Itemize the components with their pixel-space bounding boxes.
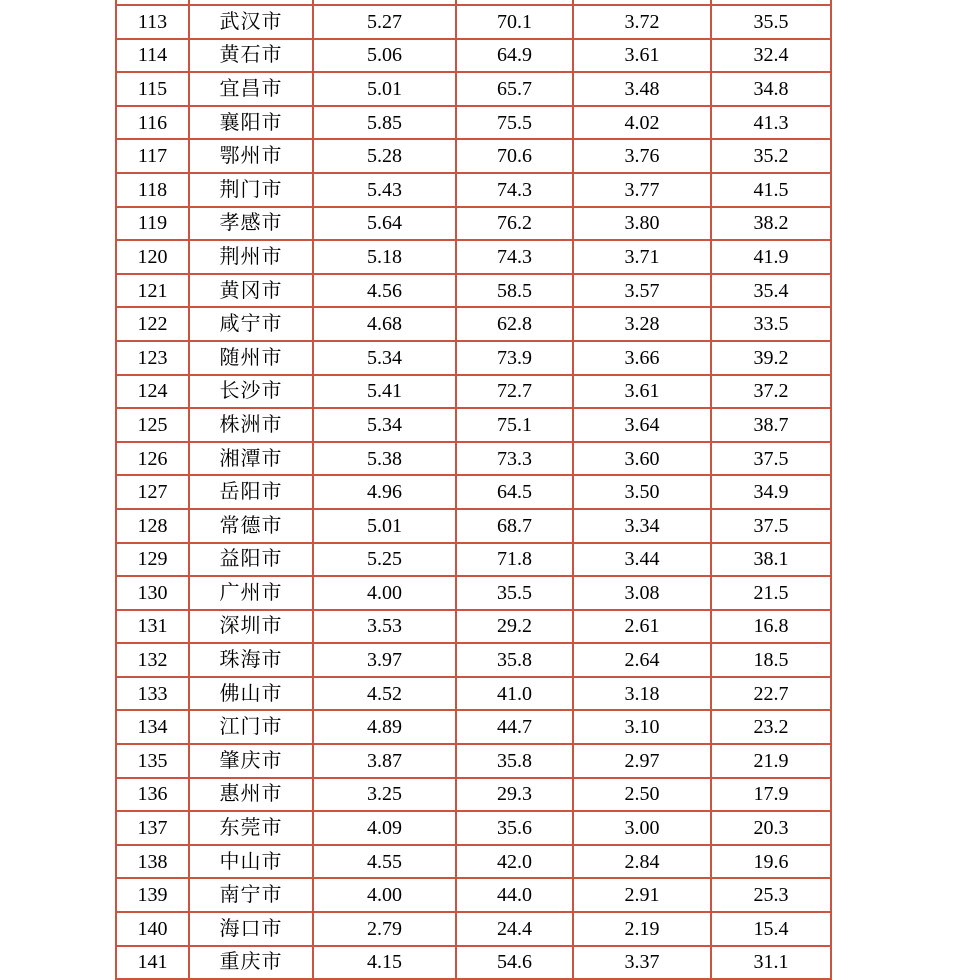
value-cell-1: 5.64: [313, 207, 456, 241]
value-cell-3: 3.44: [573, 543, 711, 577]
table-row: [116, 139, 831, 173]
value-cell-3: 3.71: [573, 240, 711, 274]
value-cell-4: 38.2: [711, 207, 831, 241]
value-cell-3: 3.28: [573, 307, 711, 341]
value-cell-1: 4.09: [313, 811, 456, 845]
table-row: [116, 677, 831, 711]
row-number-cell: 117: [116, 139, 189, 173]
table-body: [116, 0, 831, 979]
table-row: [116, 610, 831, 644]
value-cell-3: 3.34: [573, 509, 711, 543]
table-row: [116, 341, 831, 375]
value-cell-2: 35.8: [456, 643, 573, 677]
table-row: [116, 307, 831, 341]
value-cell-2: 75.5: [456, 106, 573, 140]
value-cell-1: 5.06: [313, 39, 456, 73]
row-number-cell: 129: [116, 543, 189, 577]
value-cell-2: 75.1: [456, 408, 573, 442]
value-cell-4: 37.5: [711, 442, 831, 476]
table-row: [116, 509, 831, 543]
row-number-cell: 126: [116, 442, 189, 476]
table-row: [116, 946, 831, 980]
value-cell-1: 2.79: [313, 912, 456, 946]
value-cell-4: 35.2: [711, 139, 831, 173]
value-cell-2: 70.1: [456, 5, 573, 39]
value-cell-1: 5.18: [313, 240, 456, 274]
value-cell-4: 20.3: [711, 811, 831, 845]
city-name-cell: 佛山市: [189, 677, 313, 711]
city-name-cell: 株洲市: [189, 408, 313, 442]
row-number-cell: 114: [116, 39, 189, 73]
value-cell-4: 25.3: [711, 878, 831, 912]
row-number-cell: 125: [116, 408, 189, 442]
city-name-cell: 益阳市: [189, 543, 313, 577]
value-cell-3: 3.76: [573, 139, 711, 173]
city-name-cell: 江门市: [189, 710, 313, 744]
value-cell-1: 5.34: [313, 341, 456, 375]
table-row: [116, 375, 831, 409]
value-cell-4: 38.1: [711, 543, 831, 577]
row-number-cell: 139: [116, 878, 189, 912]
row-number-cell: 113: [116, 5, 189, 39]
row-number-cell: 116: [116, 106, 189, 140]
value-cell-1: 4.68: [313, 307, 456, 341]
city-name-cell: 随州市: [189, 341, 313, 375]
value-cell-1: 4.55: [313, 845, 456, 879]
table-row: [116, 173, 831, 207]
value-cell-1: 5.34: [313, 408, 456, 442]
value-cell-1: 4.89: [313, 710, 456, 744]
city-name-cell: 深圳市: [189, 610, 313, 644]
value-cell-2: 74.3: [456, 240, 573, 274]
value-cell-3: 2.19: [573, 912, 711, 946]
row-number-cell: 122: [116, 307, 189, 341]
table-row: [116, 543, 831, 577]
city-name-cell: 中山市: [189, 845, 313, 879]
value-cell-1: 3.25: [313, 778, 456, 812]
value-cell-2: 71.8: [456, 543, 573, 577]
value-cell-1: 5.43: [313, 173, 456, 207]
row-number-cell: 130: [116, 576, 189, 610]
city-name-cell: 荆州市: [189, 240, 313, 274]
value-cell-2: 29.3: [456, 778, 573, 812]
row-number-cell: 121: [116, 274, 189, 308]
table-row: [116, 845, 831, 879]
value-cell-3: 3.60: [573, 442, 711, 476]
city-name-cell: 长沙市: [189, 375, 313, 409]
city-name-cell: 重庆市: [189, 946, 313, 980]
table-row: [116, 408, 831, 442]
table-row: [116, 39, 831, 73]
value-cell-1: 5.85: [313, 106, 456, 140]
city-name-cell: 海口市: [189, 912, 313, 946]
value-cell-2: 42.0: [456, 845, 573, 879]
city-name-cell: 咸宁市: [189, 307, 313, 341]
table-row: [116, 207, 831, 241]
value-cell-1: 4.15: [313, 946, 456, 980]
value-cell-3: 2.64: [573, 643, 711, 677]
value-cell-4: 33.5: [711, 307, 831, 341]
table-row: [116, 778, 831, 812]
value-cell-4: 34.9: [711, 475, 831, 509]
table-row: [116, 912, 831, 946]
table-row: [116, 240, 831, 274]
table-row: [116, 442, 831, 476]
value-cell-1: 3.87: [313, 744, 456, 778]
value-cell-4: 41.9: [711, 240, 831, 274]
table-row: [116, 72, 831, 106]
row-number-cell: 123: [116, 341, 189, 375]
table-row: [116, 710, 831, 744]
value-cell-2: 54.6: [456, 946, 573, 980]
value-cell-2: 74.3: [456, 173, 573, 207]
value-cell-3: 2.91: [573, 878, 711, 912]
city-name-cell: 肇庆市: [189, 744, 313, 778]
row-number-cell: 115: [116, 72, 189, 106]
value-cell-3: 4.02: [573, 106, 711, 140]
value-cell-3: 3.80: [573, 207, 711, 241]
value-cell-4: 41.3: [711, 106, 831, 140]
city-name-cell: 鄂州市: [189, 139, 313, 173]
value-cell-3: 3.57: [573, 274, 711, 308]
table-row: [116, 274, 831, 308]
row-number-cell: 134: [116, 710, 189, 744]
row-number-cell: 132: [116, 643, 189, 677]
row-number-cell: 127: [116, 475, 189, 509]
value-cell-2: 29.2: [456, 610, 573, 644]
value-cell-2: 35.6: [456, 811, 573, 845]
value-cell-2: 64.9: [456, 39, 573, 73]
value-cell-2: 68.7: [456, 509, 573, 543]
value-cell-3: 3.37: [573, 946, 711, 980]
value-cell-4: 38.7: [711, 408, 831, 442]
value-cell-3: 3.64: [573, 408, 711, 442]
value-cell-4: 39.2: [711, 341, 831, 375]
value-cell-4: 37.5: [711, 509, 831, 543]
value-cell-2: 58.5: [456, 274, 573, 308]
value-cell-1: 4.00: [313, 878, 456, 912]
value-cell-1: 4.56: [313, 274, 456, 308]
table-row: [116, 643, 831, 677]
value-cell-2: 70.6: [456, 139, 573, 173]
city-name-cell: 宜昌市: [189, 72, 313, 106]
value-cell-3: 3.72: [573, 5, 711, 39]
value-cell-2: 64.5: [456, 475, 573, 509]
value-cell-3: 3.10: [573, 710, 711, 744]
value-cell-3: 3.61: [573, 375, 711, 409]
value-cell-1: 5.01: [313, 509, 456, 543]
table-row: [116, 576, 831, 610]
city-name-cell: 黄石市: [189, 39, 313, 73]
value-cell-4: 31.1: [711, 946, 831, 980]
city-name-cell: 孝感市: [189, 207, 313, 241]
value-cell-2: 76.2: [456, 207, 573, 241]
value-cell-2: 35.5: [456, 576, 573, 610]
value-cell-3: 3.50: [573, 475, 711, 509]
value-cell-3: 2.97: [573, 744, 711, 778]
row-number-cell: 124: [116, 375, 189, 409]
value-cell-4: 15.4: [711, 912, 831, 946]
row-number-cell: 136: [116, 778, 189, 812]
value-cell-4: 18.5: [711, 643, 831, 677]
value-cell-2: 62.8: [456, 307, 573, 341]
value-cell-4: 21.5: [711, 576, 831, 610]
city-name-cell: 南宁市: [189, 878, 313, 912]
value-cell-3: 3.66: [573, 341, 711, 375]
value-cell-3: 3.77: [573, 173, 711, 207]
value-cell-1: 5.41: [313, 375, 456, 409]
value-cell-2: 41.0: [456, 677, 573, 711]
row-number-cell: 118: [116, 173, 189, 207]
value-cell-2: 24.4: [456, 912, 573, 946]
value-cell-1: 4.96: [313, 475, 456, 509]
value-cell-1: 5.25: [313, 543, 456, 577]
value-cell-1: 3.53: [313, 610, 456, 644]
row-number-cell: 128: [116, 509, 189, 543]
row-number-cell: 133: [116, 677, 189, 711]
table-row: [116, 878, 831, 912]
value-cell-4: 16.8: [711, 610, 831, 644]
city-name-cell: 襄阳市: [189, 106, 313, 140]
row-number-cell: 140: [116, 912, 189, 946]
value-cell-4: 32.4: [711, 39, 831, 73]
table-row: [116, 811, 831, 845]
city-name-cell: 常德市: [189, 509, 313, 543]
city-name-cell: 东莞市: [189, 811, 313, 845]
city-name-cell: 惠州市: [189, 778, 313, 812]
value-cell-1: 5.38: [313, 442, 456, 476]
row-number-cell: 138: [116, 845, 189, 879]
value-cell-3: 3.48: [573, 72, 711, 106]
document-table-container: [115, 0, 830, 980]
value-cell-4: 23.2: [711, 710, 831, 744]
table-row: [116, 744, 831, 778]
row-number-cell: 135: [116, 744, 189, 778]
value-cell-4: 19.6: [711, 845, 831, 879]
value-cell-1: 3.97: [313, 643, 456, 677]
row-number-cell: 137: [116, 811, 189, 845]
value-cell-3: 3.08: [573, 576, 711, 610]
city-name-cell: 珠海市: [189, 643, 313, 677]
value-cell-2: 44.0: [456, 878, 573, 912]
value-cell-3: 3.61: [573, 39, 711, 73]
city-name-cell: 武汉市: [189, 5, 313, 39]
city-name-cell: 湘潭市: [189, 442, 313, 476]
city-name-cell: 黄冈市: [189, 274, 313, 308]
value-cell-4: 34.8: [711, 72, 831, 106]
value-cell-4: 22.7: [711, 677, 831, 711]
value-cell-2: 44.7: [456, 710, 573, 744]
value-cell-2: 72.7: [456, 375, 573, 409]
value-cell-3: 2.50: [573, 778, 711, 812]
value-cell-4: 17.9: [711, 778, 831, 812]
table-row: [116, 106, 831, 140]
value-cell-1: 5.27: [313, 5, 456, 39]
table-row: [116, 5, 831, 39]
value-cell-3: 3.00: [573, 811, 711, 845]
value-cell-4: 37.2: [711, 375, 831, 409]
row-number-cell: 131: [116, 610, 189, 644]
value-cell-1: 4.52: [313, 677, 456, 711]
city-data-table: [115, 0, 832, 980]
value-cell-3: 2.84: [573, 845, 711, 879]
value-cell-2: 73.3: [456, 442, 573, 476]
row-number-cell: 120: [116, 240, 189, 274]
value-cell-1: 5.28: [313, 139, 456, 173]
value-cell-4: 35.5: [711, 5, 831, 39]
value-cell-2: 35.8: [456, 744, 573, 778]
value-cell-3: 2.61: [573, 610, 711, 644]
city-name-cell: 岳阳市: [189, 475, 313, 509]
table-row: [116, 475, 831, 509]
value-cell-1: 5.01: [313, 72, 456, 106]
value-cell-4: 41.5: [711, 173, 831, 207]
value-cell-1: 4.00: [313, 576, 456, 610]
value-cell-4: 21.9: [711, 744, 831, 778]
row-number-cell: 119: [116, 207, 189, 241]
value-cell-4: 35.4: [711, 274, 831, 308]
value-cell-3: 3.18: [573, 677, 711, 711]
city-name-cell: 荆门市: [189, 173, 313, 207]
city-name-cell: 广州市: [189, 576, 313, 610]
row-number-cell: 141: [116, 946, 189, 980]
value-cell-2: 65.7: [456, 72, 573, 106]
value-cell-2: 73.9: [456, 341, 573, 375]
